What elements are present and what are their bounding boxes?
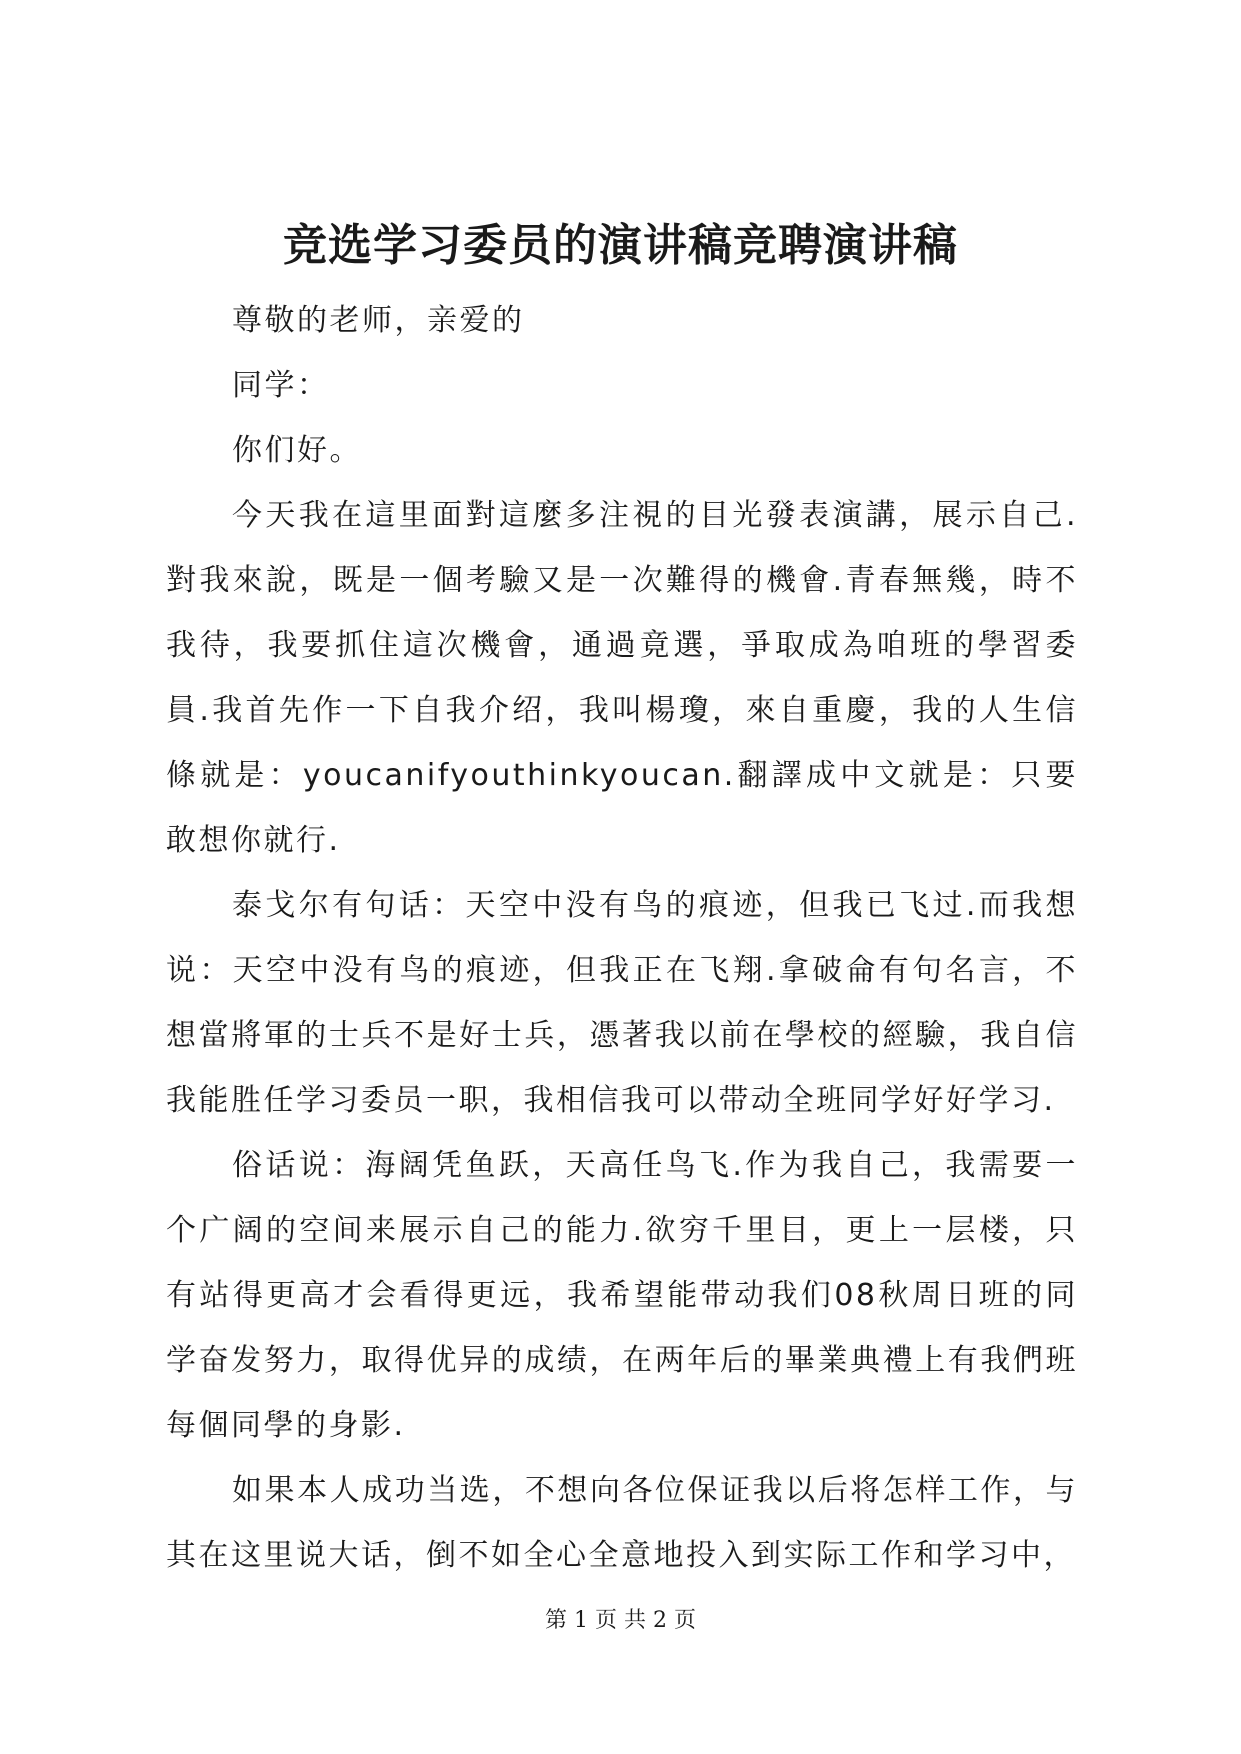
page-number-footer: 第 1 页 共 2 页 [545, 1608, 696, 1633]
paragraph: 如果本人成功当选，不想向各位保证我以后将怎样工作，与其在这里说大话，倒不如全心全意地投入到实际工作和学习中， [166, 1473, 1078, 1573]
paragraph: 泰戈尔有句话：天空中没有鸟的痕迹，但我已飞过.而我想说：天空中没有鸟的痕迹，但我正在飞翔.拿破侖有句名言，不想當將軍的士兵不是好士兵，憑著我以前在學校的經驗，我自信我能胜任学习委员一职，我相信我可以带动全班同学好好学习. [166, 888, 1078, 1118]
paragraph: 同学： [232, 368, 330, 403]
document-body [166, 288, 1078, 1588]
paragraph: 今天我在這里面對這麼多注視的目光發表演講，展示自己.對我來說，既是一個考驗又是一次難得的機會.青春無幾，時不我待，我要抓住這次機會，通過竟選，爭取成為咱班的學習委員.我首先作一下自我介绍，我叫楊瓊，來自重慶，我的人生信條就是：youcanifyouthinkyoucan.翻譯成中文就是：只要敢想你就行. [166, 498, 1078, 858]
paragraph: 尊敬的老师，亲爱的 [232, 303, 525, 338]
paragraph: 你们好。 [232, 433, 362, 468]
document-title: 竞选学习委员的演讲稿竞聘演讲稿 [283, 220, 958, 271]
paragraph: 俗话说：海阔凭鱼跃，天高任鸟飞.作为我自己，我需要一个广阔的空间来展示自己的能力.欲穷千里目，更上一层楼，只有站得更高才会看得更远，我希望能带动我们08秋周日班的同学奋发努力，取得优异的成绩，在两年后的畢業典禮上有我們班每個同學的身影. [166, 1148, 1078, 1443]
